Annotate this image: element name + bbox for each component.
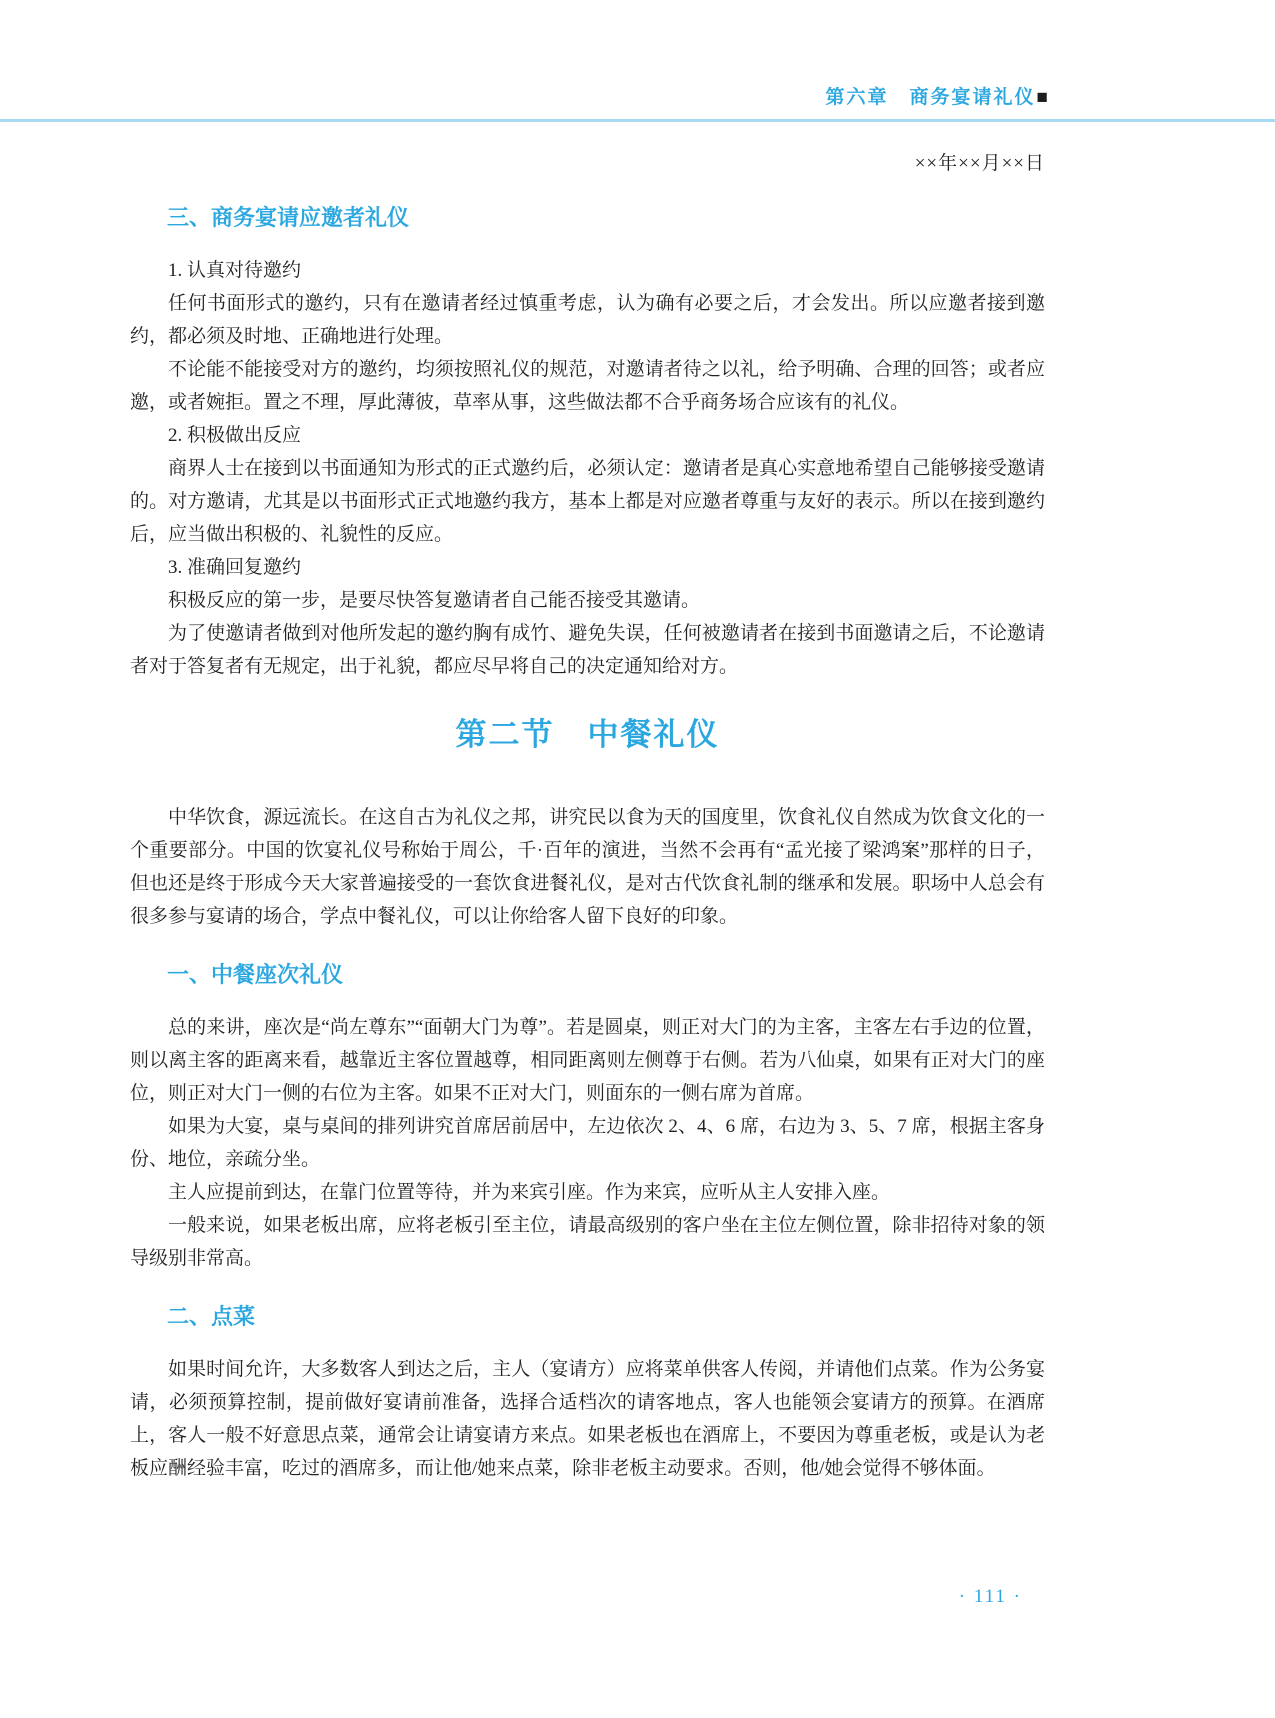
paragraph: 为了使邀请者做到对他所发起的邀约胸有成竹、避免失误，任何被邀请者在接到书面邀请之后，不论邀请者对于答复者有无规定，出于礼貌，都应尽早将自己的决定通知给对方。 (130, 623, 1045, 677)
subsection-heading-ordering: 二、点菜 (167, 1304, 256, 1329)
paragraph: 主人应提前到达，在靠门位置等待，并为来宾引座。作为来宾，应听从主人安排入座。 (168, 1182, 891, 1203)
paragraph: 商界人士在接到以书面通知为形式的正式邀约后，必须认定：邀请者是真心实意地希望自己能够接受邀请的。对方邀请，尤其是以书面形式正式地邀约我方，基本上都是对应邀者尊重与友好的表示。所以在接到邀约后，应当做出积极的、礼貌性的反应。 (130, 458, 1045, 545)
paragraph: 如果时间允许，大多数客人到达之后，主人（宴请方）应将菜单供客人传阅，并请他们点菜。作为公务宴请，必须预算控制，提前做好宴请前准备，选择合适档次的请客地点，客人也能领会宴请方的预算。在酒席上，客人一般不好意思点菜，通常会让请宴请方来点。如果老板也在酒席上，不要因为尊重老板，或是认为老板应酬经验丰富，吃过的酒席多，而让他/她来点菜，除非老板主动要求。否则，他/她会觉得不够体面。 (130, 1359, 1045, 1479)
paragraph: 总的来讲，座次是“尚左尊东”“面朝大门为尊”。若是圆桌，则正对大门的为主客，主客左右手边的位置，则以离主客的距离来看，越靠近主客位置越尊，相同距离则左侧尊于右侧。若为八仙桌，如果有正对大门的座位，则正对大门一侧的右位为主客。如果不正对大门，则面东的一侧右席为首席。 (130, 1017, 1045, 1104)
paragraph: 任何书面形式的邀约，只有在邀请者经过慎重考虑，认为确有必要之后，才会发出。所以应邀者接到邀约，都必须及时地、正确地进行处理。 (130, 293, 1045, 347)
header-rule (0, 119, 1275, 122)
paragraph-intro: 中华饮食，源远流长。在这自古为礼仪之邦，讲究民以食为天的国度里，饮食礼仪自然成为饮食文化的一个重要部分。中国的饮宴礼仪号称始于周公，千·百年的演进，当然不会再有“孟光接了梁鸿案”那样的日子，但也还是终于形成今天大家普遍接受的一套饮食进餐礼仪，是对古代饮食礼制的继承和发展。职场中人总会有很多参与宴请的场合，学点中餐礼仪，可以让你给客人留下良好的印象。 (130, 807, 1045, 927)
section-heading-invitee-etiquette: 三、商务宴请应邀者礼仪 (167, 205, 410, 230)
numbered-subhead-1: 1. 认真对待邀约 (168, 260, 302, 281)
paragraph: 不论能不能接受对方的邀约，均须按照礼仪的规范，对邀请者待之以礼，给予明确、合理的回答；或者应邀，或者婉拒。置之不理，厚此薄彼，草率从事，这些做法都不合乎商务场合应该有的礼仪。 (130, 359, 1045, 413)
date-line: ××年××月××日 (914, 153, 1045, 174)
paragraph: 一般来说，如果老板出席，应将老板引至主位，请最高级别的客户坐在主位左侧位置，除非招待对象的领导级别非常高。 (130, 1215, 1045, 1269)
numbered-subhead-2: 2. 积极做出反应 (168, 425, 302, 446)
paragraph: 如果为大宴，桌与桌间的排列讲究首席居前居中，左边依次 2、4、6 席，右边为 3、5、7 席，根据主客身份、地位，亲疏分坐。 (130, 1116, 1045, 1170)
page-number: · 111 · (958, 1586, 1022, 1607)
running-header (0, 0, 1275, 110)
numbered-subhead-3: 3. 准确回复邀约 (168, 557, 302, 578)
section-title-chinese-dining: 第二节 中餐礼仪 (455, 717, 720, 752)
header-square-marker: ■ (1036, 87, 1048, 108)
page-content (0, 152, 1275, 1485)
paragraph: 积极反应的第一步，是要尽快答复邀请者自己能否接受其邀请。 (168, 590, 701, 611)
subsection-heading-seating: 一、中餐座次礼仪 (167, 962, 344, 987)
running-header-chapter: 第六章 商务宴请礼仪 (825, 87, 1036, 108)
